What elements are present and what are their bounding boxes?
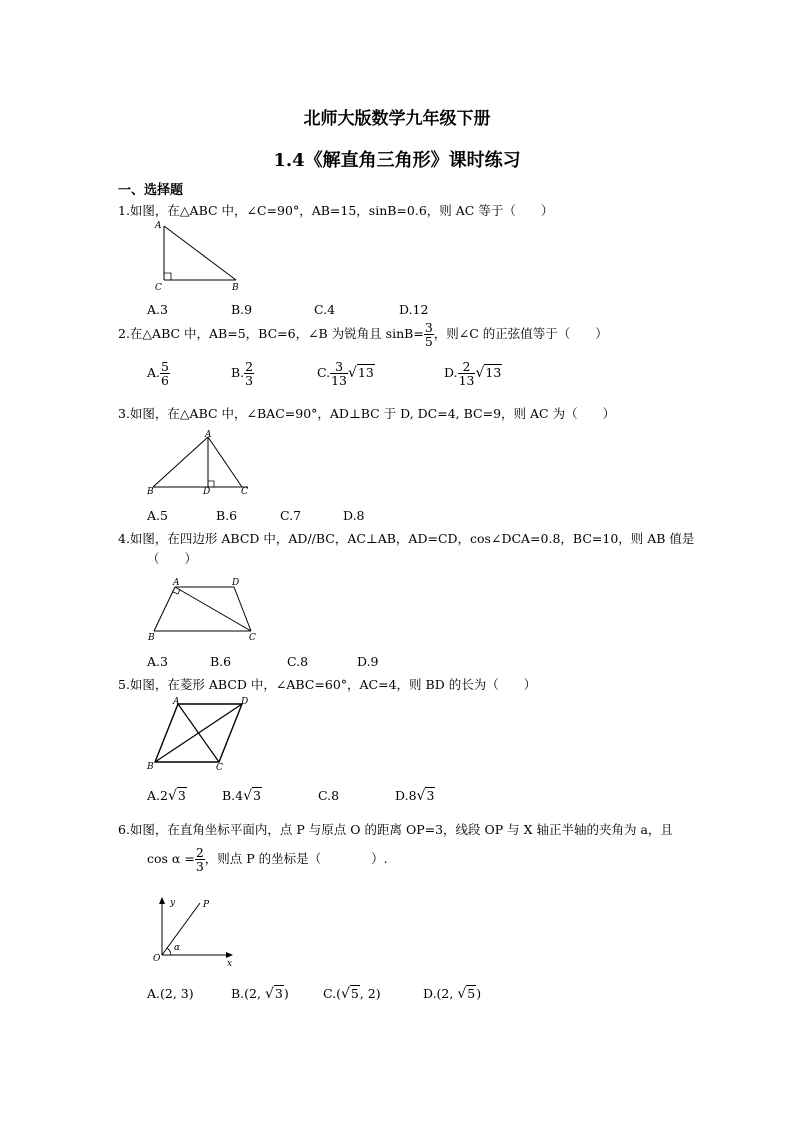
option-c[interactable]: C.8 (318, 788, 340, 803)
section-title: 一、选择题 (118, 183, 184, 198)
q5-label-b: B (147, 762, 154, 772)
q5-label-c: C (216, 763, 223, 773)
option-b[interactable]: B.4√3 (222, 788, 261, 804)
option-b[interactable]: B.9 (231, 302, 253, 317)
question-1-stem: 1.如图，在△ABC 中，∠C=90°，AB=15，sinB=0.6，则 AC 等于（ ） (118, 203, 554, 218)
q6-label-y: y (170, 898, 176, 908)
q4-label-c: C (249, 633, 256, 643)
q2-stem-after: ，则∠C 的正弦值等于（ ） (433, 326, 608, 342)
q1-label-c: C (155, 283, 162, 293)
q5-label-a: A (173, 697, 180, 707)
option-c[interactable]: C. $\frac{3}{13}$ √13 (317, 359, 374, 389)
q4-label-b: B (148, 633, 155, 643)
q3-label-a: A (205, 430, 212, 440)
question-5-stem: 5.如图，在菱形 ABCD 中，∠ABC=60°，AC=4，则 BD 的长为（ ） (118, 677, 537, 692)
q3-label-b: B (147, 487, 154, 497)
option-b[interactable]: B.6 (210, 654, 232, 669)
q3-label-c: C (241, 487, 248, 497)
option-a[interactable]: A.5 (147, 508, 168, 523)
question-3-figure (145, 428, 255, 498)
option-c[interactable]: C.8 (287, 654, 309, 669)
option-b[interactable]: B.(2, √3) (231, 986, 289, 1002)
option-d[interactable]: D.8√3 (395, 788, 435, 804)
page-title: 北师大版数学九年级下册 (303, 109, 491, 129)
option-b[interactable]: B.6 (216, 508, 238, 523)
option-d[interactable]: D.8 (343, 508, 365, 523)
option-a[interactable]: A.(2, 3) (147, 986, 194, 1001)
q6-stem-fraction: $\frac{2}{3}$ (195, 845, 204, 875)
question-1-figure (150, 220, 250, 295)
q6-label-p: P (203, 900, 210, 910)
question-2-stem (118, 321, 608, 348)
option-b[interactable]: B. $\frac{2}{3}$ (231, 359, 254, 389)
option-c[interactable]: C.7 (280, 508, 302, 523)
question-6-stem: 6.如图，在直角坐标平面内，点 P 与原点 O 的距离 OP=3，线段 OP 与 X 轴正半轴的夹角为 a，且 (118, 822, 673, 837)
option-a[interactable]: A.3 (147, 302, 168, 317)
question-4-figure (145, 577, 270, 642)
option-c[interactable]: C.(√5, 2) (323, 986, 381, 1002)
option-d[interactable]: D.(2, √5) (423, 986, 482, 1002)
q1-label-a: A (155, 221, 162, 231)
option-d[interactable]: D.12 (399, 302, 429, 317)
question-6-figure (145, 893, 245, 968)
page-subtitle: 1.4《解直角三角形》课时练习 (273, 150, 521, 171)
q6-label-o: O (153, 954, 161, 964)
q6-label-x: x (227, 959, 233, 969)
q2-stem-before: 2.在△ABC 中，AB=5，BC=6，∠B 为锐角且 sinB= (118, 326, 424, 342)
option-a[interactable]: A.3 (147, 654, 168, 669)
question-3-stem: 3.如图，在△ABC 中，∠BAC=90°，AD⊥BC 于 D, DC=4, BC=9，则 AC 为（ ） (118, 406, 616, 421)
question-4-stem: 4.如图，在四边形 ABCD 中，AD//BC，AC⊥AB，AD=CD，cos∠DCA=0.8，BC=10，则 AB 值是 (118, 531, 695, 546)
q6-label-alpha: α (174, 943, 181, 953)
q4-label-a: A (173, 578, 180, 588)
question-4-stem-cont: （ ） (147, 551, 198, 566)
option-a[interactable]: A.2√3 (147, 788, 186, 804)
question-6-stem-line2: cos α = $\frac{2}{3}$ ，则点 P 的坐标是（ ）. (147, 845, 388, 875)
q3-label-d: D (203, 487, 211, 497)
q5-label-d: D (241, 697, 249, 707)
option-d[interactable]: D.9 (357, 654, 379, 669)
q2-stem-fraction: $\frac{3}{5}$ (424, 320, 433, 350)
question-5-figure (145, 698, 255, 773)
q1-label-b: B (232, 283, 239, 293)
option-d[interactable]: D. $\frac{2}{13}$ √13 (444, 359, 502, 389)
sqrt-symbol: √13 (475, 365, 502, 382)
option-a[interactable]: A. $\frac{5}{6}$ (147, 359, 169, 389)
option-c[interactable]: C.4 (314, 302, 336, 317)
q4-label-d: D (232, 578, 240, 588)
sqrt-symbol: √13 (348, 365, 374, 382)
